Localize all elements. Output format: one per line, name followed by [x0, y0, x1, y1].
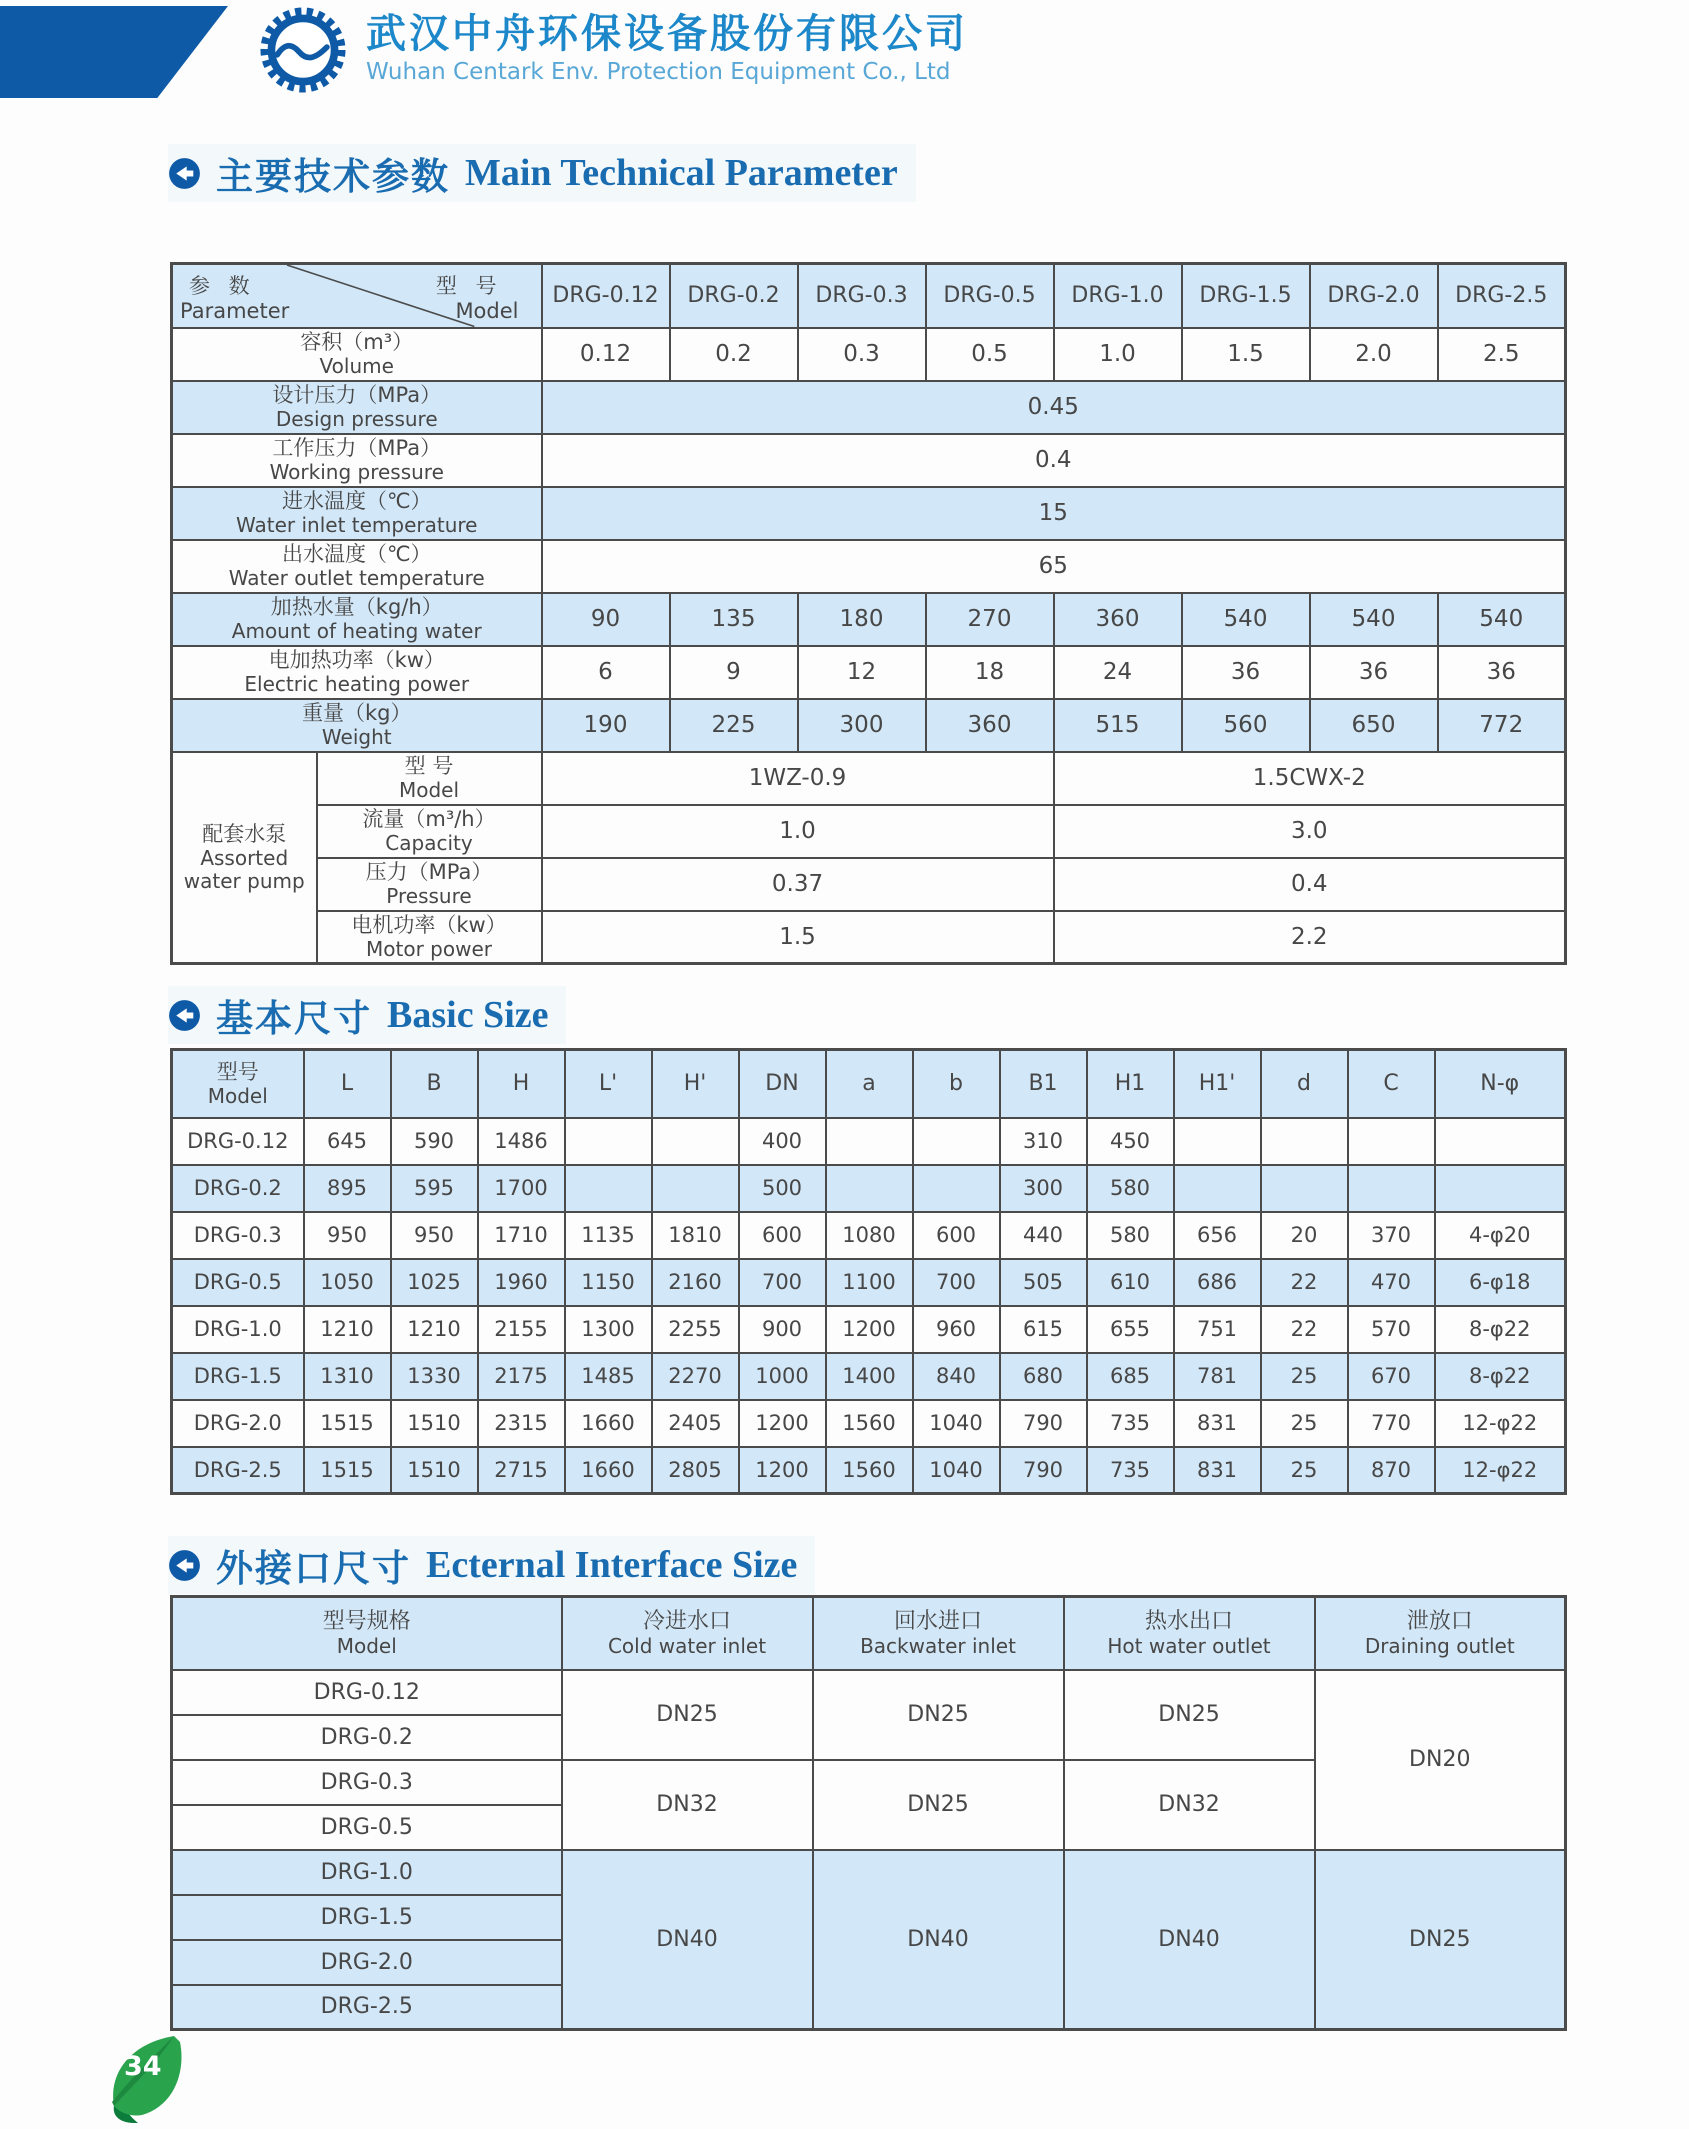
- model-col-header: DRG-0.5: [926, 264, 1054, 328]
- interface-table: [170, 1595, 1567, 2031]
- value-cell: 9: [670, 646, 798, 699]
- interface-header-row: [172, 1597, 1566, 1670]
- model-cell: DRG-2.5: [172, 1447, 304, 1494]
- dim-cell: 22: [1261, 1259, 1348, 1306]
- dim-cell: 1080: [826, 1212, 913, 1259]
- dim-cell: 645: [304, 1118, 391, 1165]
- value-cell: 36: [1310, 646, 1438, 699]
- dim-cell: 12-φ22: [1435, 1447, 1566, 1494]
- value-cell: 0.5: [926, 328, 1054, 381]
- row-label: 工作压力（MPa） Working pressure: [172, 434, 542, 487]
- model-col-header: DRG-0.2: [670, 264, 798, 328]
- row-label: 电机功率（kw） Motor power: [317, 911, 542, 964]
- dim-cell: [826, 1165, 913, 1212]
- dim-col-header: L: [304, 1050, 391, 1118]
- row-label: 出水温度（℃） Water outlet temperature: [172, 540, 542, 593]
- dim-cell: 370: [1348, 1212, 1435, 1259]
- dim-cell: 735: [1087, 1400, 1174, 1447]
- model-cell: DRG-0.3: [172, 1760, 562, 1805]
- model-cell: DRG-1.0: [172, 1306, 304, 1353]
- value-cell: 560: [1182, 699, 1310, 752]
- dim-cell: 1025: [391, 1259, 478, 1306]
- interface-row-drg-1.0: [172, 1850, 1566, 1895]
- dim-cell: [1174, 1165, 1261, 1212]
- value-cell: 225: [670, 699, 798, 752]
- dim-cell: 8-φ22: [1435, 1306, 1566, 1353]
- model-cell: DRG-0.12: [172, 1118, 304, 1165]
- size-row-drg-2.5: [172, 1447, 1566, 1494]
- row-label: 进水温度（℃） Water inlet temperature: [172, 487, 542, 540]
- dim-cell: 790: [1000, 1447, 1087, 1494]
- dim-cell: 686: [1174, 1259, 1261, 1306]
- value-cell: 36: [1438, 646, 1566, 699]
- pump-value-right: 0.4: [1054, 858, 1566, 911]
- dim-cell: 6-φ18: [1435, 1259, 1566, 1306]
- company-logo-gear-icon: [260, 7, 346, 93]
- draining-cell: DN20: [1315, 1670, 1566, 1850]
- dim-col-header: d: [1261, 1050, 1348, 1118]
- cold-water-cell: DN32: [562, 1760, 813, 1850]
- dim-cell: 580: [1087, 1165, 1174, 1212]
- value-cell: 1.5: [1182, 328, 1310, 381]
- dim-cell: 700: [913, 1259, 1000, 1306]
- dim-cell: 310: [1000, 1118, 1087, 1165]
- dim-cell: 595: [391, 1165, 478, 1212]
- dim-cell: 2715: [478, 1447, 565, 1494]
- dim-cell: 580: [1087, 1212, 1174, 1259]
- dim-cell: 600: [739, 1212, 826, 1259]
- row-inlet-temperature: [172, 487, 1566, 540]
- dim-cell: 1560: [826, 1400, 913, 1447]
- dim-col-header: B1: [1000, 1050, 1087, 1118]
- company-name-en: Wuhan Centark Env. Protection Equipment Co., Ltd: [366, 59, 951, 85]
- model-cell: DRG-1.0: [172, 1850, 562, 1895]
- cold-water-inlet-header: 冷进水口 Cold water inlet: [562, 1597, 813, 1670]
- dim-cell: [1261, 1165, 1348, 1212]
- dim-cell: 590: [391, 1118, 478, 1165]
- arrow-bullet-icon: [168, 999, 201, 1032]
- dim-cell: 831: [1174, 1447, 1261, 1494]
- row-pump-motor-power: [172, 911, 1566, 964]
- dim-cell: 751: [1174, 1306, 1261, 1353]
- merged-value-cell: 0.4: [542, 434, 1566, 487]
- dim-cell: 870: [1348, 1447, 1435, 1494]
- model-col-header: DRG-1.5: [1182, 264, 1310, 328]
- dim-cell: 1000: [739, 1353, 826, 1400]
- value-cell: 12: [798, 646, 926, 699]
- dim-cell: 500: [739, 1165, 826, 1212]
- dim-cell: 1200: [739, 1447, 826, 1494]
- dim-cell: 1700: [478, 1165, 565, 1212]
- dim-cell: 1515: [304, 1400, 391, 1447]
- row-label: 压力（MPa） Pressure: [317, 858, 542, 911]
- value-cell: 540: [1182, 593, 1310, 646]
- dim-cell: [652, 1118, 739, 1165]
- row-electric-power: [172, 646, 1566, 699]
- dim-cell: 960: [913, 1306, 1000, 1353]
- row-outlet-temperature: [172, 540, 1566, 593]
- backwater-cell: DN25: [813, 1670, 1064, 1760]
- dim-cell: 505: [1000, 1259, 1087, 1306]
- dim-cell: 1510: [391, 1400, 478, 1447]
- dim-cell: 20: [1261, 1212, 1348, 1259]
- dim-cell: 1210: [391, 1306, 478, 1353]
- dim-cell: [913, 1118, 1000, 1165]
- dim-cell: [1174, 1118, 1261, 1165]
- value-cell: 540: [1438, 593, 1566, 646]
- model-col-header: DRG-1.0: [1054, 264, 1182, 328]
- dim-cell: 831: [1174, 1400, 1261, 1447]
- dim-col-header: L': [565, 1050, 652, 1118]
- section-title-en: Main Technical Parameter: [465, 152, 898, 194]
- dim-cell: 610: [1087, 1259, 1174, 1306]
- value-cell: 36: [1182, 646, 1310, 699]
- dim-cell: 2160: [652, 1259, 739, 1306]
- size-row-drg-2.0: [172, 1400, 1566, 1447]
- row-label: 重量（kg） Weight: [172, 699, 542, 752]
- dim-cell: 2315: [478, 1400, 565, 1447]
- dim-cell: 1040: [913, 1447, 1000, 1494]
- corner-param-cn: 参 数: [189, 274, 256, 298]
- value-cell: 1.0: [1054, 328, 1182, 381]
- dim-cell: 1560: [826, 1447, 913, 1494]
- dim-col-header: B: [391, 1050, 478, 1118]
- pump-group-label: 配套水泵 Assorted water pump: [172, 752, 317, 964]
- dim-cell: 8-φ22: [1435, 1353, 1566, 1400]
- dim-cell: 781: [1174, 1353, 1261, 1400]
- dim-cell: 2805: [652, 1447, 739, 1494]
- dim-cell: 1515: [304, 1447, 391, 1494]
- draining-cell: DN25: [1315, 1850, 1566, 2030]
- pump-value-left: 1.0: [542, 805, 1054, 858]
- corner-param-en: Parameter: [180, 298, 290, 323]
- cold-water-cell: DN40: [562, 1850, 813, 2030]
- section-title-en: Ecternal Interface Size: [426, 1544, 798, 1586]
- backwater-inlet-header: 回水进口 Backwater inlet: [813, 1597, 1064, 1670]
- row-weight: [172, 699, 1566, 752]
- dim-cell: 25: [1261, 1353, 1348, 1400]
- dim-cell: 400: [739, 1118, 826, 1165]
- section-title-interface: [168, 1536, 815, 1594]
- dim-cell: 1810: [652, 1212, 739, 1259]
- dim-cell: [652, 1165, 739, 1212]
- value-cell: 515: [1054, 699, 1182, 752]
- dim-cell: 790: [1000, 1400, 1087, 1447]
- size-row-drg-0.3: [172, 1212, 1566, 1259]
- dim-col-header: N-φ: [1435, 1050, 1566, 1118]
- row-label: 流量（m³/h） Capacity: [317, 805, 542, 858]
- pump-value-left: 1.5: [542, 911, 1054, 964]
- dim-cell: 1400: [826, 1353, 913, 1400]
- model-cell: DRG-0.2: [172, 1715, 562, 1760]
- dim-cell: 900: [739, 1306, 826, 1353]
- dim-cell: 1100: [826, 1259, 913, 1306]
- dim-cell: 655: [1087, 1306, 1174, 1353]
- model-col-header: DRG-0.12: [542, 264, 670, 328]
- dim-cell: 1150: [565, 1259, 652, 1306]
- size-table: [170, 1048, 1567, 1495]
- pump-value-right: 1.5CWX-2: [1054, 752, 1566, 805]
- dim-cell: 1710: [478, 1212, 565, 1259]
- section-title-cn: 基本尺寸: [216, 997, 372, 1040]
- dim-cell: 2255: [652, 1306, 739, 1353]
- dim-cell: 1510: [391, 1447, 478, 1494]
- dim-cell: 840: [913, 1353, 1000, 1400]
- row-label: 电加热功率（kw） Electric heating power: [172, 646, 542, 699]
- value-cell: 90: [542, 593, 670, 646]
- dim-cell: 1200: [826, 1306, 913, 1353]
- hot-water-cell: DN32: [1064, 1760, 1315, 1850]
- pump-value-right: 2.2: [1054, 911, 1566, 964]
- dim-cell: 440: [1000, 1212, 1087, 1259]
- dim-cell: 950: [391, 1212, 478, 1259]
- model-cell: DRG-2.0: [172, 1400, 304, 1447]
- hot-water-cell: DN25: [1064, 1670, 1315, 1760]
- dim-cell: [1348, 1165, 1435, 1212]
- row-pump-pressure: [172, 858, 1566, 911]
- dim-cell: 1660: [565, 1400, 652, 1447]
- pump-value-left: 0.37: [542, 858, 1054, 911]
- interface-row-drg-0.12: [172, 1670, 1566, 1715]
- value-cell: 135: [670, 593, 798, 646]
- model-cell: DRG-0.5: [172, 1259, 304, 1306]
- size-row-drg-0.2: [172, 1165, 1566, 1212]
- dim-cell: 685: [1087, 1353, 1174, 1400]
- section-title-en: Basic Size: [387, 994, 549, 1036]
- dim-cell: 680: [1000, 1353, 1087, 1400]
- size-row-drg-1.5: [172, 1353, 1566, 1400]
- company-name-cn: 武汉中舟环保设备股份有限公司: [366, 11, 968, 57]
- section-title-cn: 主要技术参数: [216, 155, 450, 198]
- dim-cell: 1210: [304, 1306, 391, 1353]
- model-col-header: 型号规格 Model: [172, 1597, 562, 1670]
- dim-cell: 1300: [565, 1306, 652, 1353]
- dim-cell: 1960: [478, 1259, 565, 1306]
- dim-cell: [826, 1118, 913, 1165]
- dim-cell: [565, 1165, 652, 1212]
- dim-cell: 895: [304, 1165, 391, 1212]
- dim-cell: 2155: [478, 1306, 565, 1353]
- dim-cell: [913, 1165, 1000, 1212]
- hot-water-cell: DN40: [1064, 1850, 1315, 2030]
- dim-cell: 470: [1348, 1259, 1435, 1306]
- dim-col-header: H1': [1174, 1050, 1261, 1118]
- value-cell: 2.5: [1438, 328, 1566, 381]
- backwater-cell: DN40: [813, 1850, 1064, 2030]
- arrow-bullet-icon: [168, 1549, 201, 1582]
- value-cell: 24: [1054, 646, 1182, 699]
- corner-model-en: Model: [455, 298, 519, 323]
- dim-cell: 12-φ22: [1435, 1400, 1566, 1447]
- value-cell: 540: [1310, 593, 1438, 646]
- dim-cell: [1435, 1118, 1566, 1165]
- section-title-cn: 外接口尺寸: [216, 1547, 411, 1590]
- dim-cell: 1040: [913, 1400, 1000, 1447]
- model-col-header: DRG-2.5: [1438, 264, 1566, 328]
- value-cell: 360: [926, 699, 1054, 752]
- tech-header-row: [172, 264, 1566, 328]
- dim-cell: [565, 1118, 652, 1165]
- draining-outlet-header: 泄放口 Draining outlet: [1315, 1597, 1566, 1670]
- dim-cell: 1486: [478, 1118, 565, 1165]
- model-cell: DRG-0.5: [172, 1805, 562, 1850]
- size-row-drg-0.12: [172, 1118, 1566, 1165]
- row-label: 加热水量（kg/h） Amount of heating water: [172, 593, 542, 646]
- dim-cell: 450: [1087, 1118, 1174, 1165]
- dim-cell: 22: [1261, 1306, 1348, 1353]
- cold-water-cell: DN25: [562, 1670, 813, 1760]
- dim-cell: 1310: [304, 1353, 391, 1400]
- dim-cell: 615: [1000, 1306, 1087, 1353]
- company-name-block: [366, 12, 968, 85]
- section-title-tech: [168, 144, 916, 202]
- model-col-header: DRG-2.0: [1310, 264, 1438, 328]
- model-cell: DRG-0.3: [172, 1212, 304, 1259]
- dim-cell: 1200: [739, 1400, 826, 1447]
- dim-col-header: DN: [739, 1050, 826, 1118]
- value-cell: 300: [798, 699, 926, 752]
- value-cell: 0.2: [670, 328, 798, 381]
- section-title-size: [168, 986, 566, 1044]
- model-cell: DRG-0.12: [172, 1670, 562, 1715]
- dim-col-header: H: [478, 1050, 565, 1118]
- dim-cell: 25: [1261, 1400, 1348, 1447]
- model-col-header: DRG-0.3: [798, 264, 926, 328]
- dim-cell: 950: [304, 1212, 391, 1259]
- merged-value-cell: 15: [542, 487, 1566, 540]
- pump-value-right: 3.0: [1054, 805, 1566, 858]
- dim-cell: [1348, 1118, 1435, 1165]
- value-cell: 6: [542, 646, 670, 699]
- dim-cell: 2175: [478, 1353, 565, 1400]
- dim-col-header: C: [1348, 1050, 1435, 1118]
- pump-value-left: 1WZ-0.9: [542, 752, 1054, 805]
- value-cell: 650: [1310, 699, 1438, 752]
- dim-cell: 735: [1087, 1447, 1174, 1494]
- row-design-pressure: [172, 381, 1566, 434]
- dim-cell: 300: [1000, 1165, 1087, 1212]
- dim-cell: 770: [1348, 1400, 1435, 1447]
- dim-cell: 1135: [565, 1212, 652, 1259]
- header-band: [0, 6, 228, 98]
- model-cell: DRG-1.5: [172, 1353, 304, 1400]
- value-cell: 270: [926, 593, 1054, 646]
- backwater-cell: DN25: [813, 1760, 1064, 1850]
- value-cell: 0.12: [542, 328, 670, 381]
- dim-cell: 1050: [304, 1259, 391, 1306]
- row-pump-capacity: [172, 805, 1566, 858]
- dim-cell: 670: [1348, 1353, 1435, 1400]
- arrow-bullet-icon: [168, 157, 201, 190]
- dim-cell: 2270: [652, 1353, 739, 1400]
- dim-cell: 1330: [391, 1353, 478, 1400]
- page-number: 34: [124, 2051, 162, 2082]
- row-working-pressure: [172, 434, 1566, 487]
- dim-cell: 4-φ20: [1435, 1212, 1566, 1259]
- value-cell: 190: [542, 699, 670, 752]
- hot-water-outlet-header: 热水出口 Hot water outlet: [1064, 1597, 1315, 1670]
- dim-cell: 1485: [565, 1353, 652, 1400]
- model-cell: DRG-0.2: [172, 1165, 304, 1212]
- model-cell: DRG-2.5: [172, 1985, 562, 2030]
- row-pump-model: [172, 752, 1566, 805]
- dim-cell: 656: [1174, 1212, 1261, 1259]
- row-volume: [172, 328, 1566, 381]
- row-label: 容积（m³） Volume: [172, 328, 542, 381]
- value-cell: 360: [1054, 593, 1182, 646]
- dim-col-header: H': [652, 1050, 739, 1118]
- merged-value-cell: 65: [542, 540, 1566, 593]
- size-row-drg-0.5: [172, 1259, 1566, 1306]
- model-cell: DRG-1.5: [172, 1895, 562, 1940]
- dim-col-header: H1: [1087, 1050, 1174, 1118]
- dim-col-header: a: [826, 1050, 913, 1118]
- size-header-row: [172, 1050, 1566, 1118]
- corner-cell: [172, 264, 542, 328]
- size-row-drg-1.0: [172, 1306, 1566, 1353]
- page-footer-leaf: [98, 2034, 220, 2125]
- tech-table: [170, 262, 1567, 965]
- dim-cell: 1660: [565, 1447, 652, 1494]
- merged-value-cell: 0.45: [542, 381, 1566, 434]
- value-cell: 2.0: [1310, 328, 1438, 381]
- dim-cell: 2405: [652, 1400, 739, 1447]
- row-label: 型 号 Model: [317, 752, 542, 805]
- value-cell: 0.3: [798, 328, 926, 381]
- dim-cell: 700: [739, 1259, 826, 1306]
- row-label: 设计压力（MPa） Design pressure: [172, 381, 542, 434]
- dim-cell: 25: [1261, 1447, 1348, 1494]
- value-cell: 180: [798, 593, 926, 646]
- dim-cell: [1261, 1118, 1348, 1165]
- dim-col-header: b: [913, 1050, 1000, 1118]
- row-heating-water: [172, 593, 1566, 646]
- value-cell: 772: [1438, 699, 1566, 752]
- corner-model-cn: 型 号: [435, 274, 503, 298]
- model-col-header: 型号 Model: [172, 1050, 304, 1118]
- dim-cell: 600: [913, 1212, 1000, 1259]
- dim-cell: 570: [1348, 1306, 1435, 1353]
- model-cell: DRG-2.0: [172, 1940, 562, 1985]
- value-cell: 18: [926, 646, 1054, 699]
- dim-cell: [1435, 1165, 1566, 1212]
